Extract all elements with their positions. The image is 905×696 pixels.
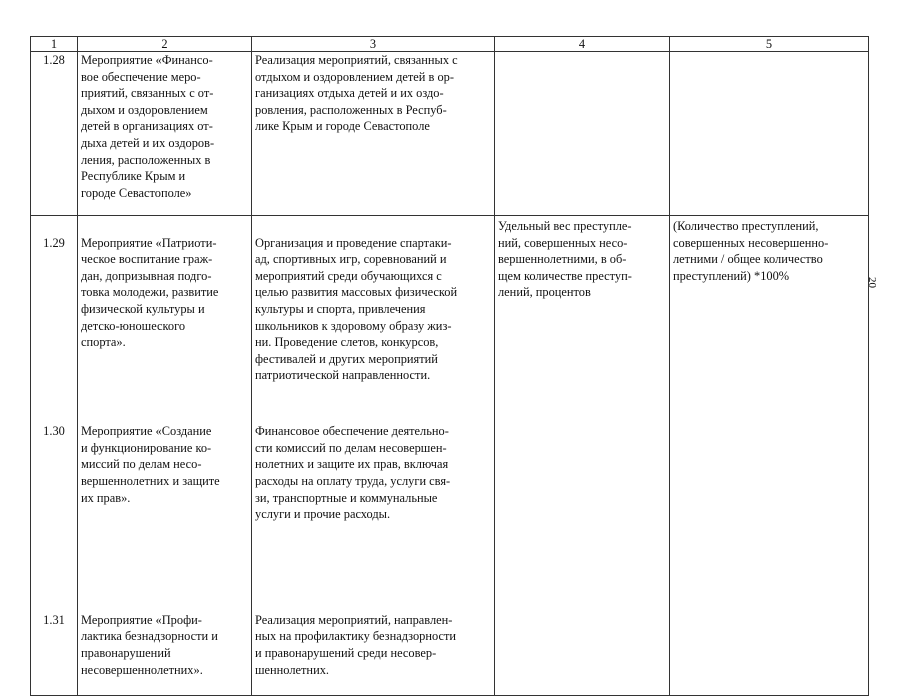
column-number-row <box>31 37 869 52</box>
event-name: Мероприятие «Патриоти- ческое воспитание граж- дан, допризывная подго- товка молодежи, развитие физической культуры и детско-юношеского спорта». <box>81 235 219 350</box>
table-row <box>31 52 869 216</box>
page-number: 20 <box>866 277 878 288</box>
row-number: 1.30 <box>43 424 65 439</box>
formula-text: (Количество преступлений, совершенных несовершенно- летними / общее количество преступлений) *100% <box>670 216 869 696</box>
row-number: 1.29 <box>43 235 65 250</box>
column-number-1: 1 <box>31 37 78 52</box>
row-number: 1.28 <box>31 52 78 216</box>
event-description: Организация и проведение спартаки- ад, спортивных игр, соревнований и мероприятий среди обучающихся с целью развития массовых физической культуры и спорта, привлечения школьников к здоровому образу жиз- ни. Проведение слетов, конкурсов, фестивалей и других мероприятий патриотической направленности. <box>255 235 458 383</box>
row-number: 1.31 <box>43 612 65 627</box>
row-number-group <box>31 216 78 696</box>
column-number-3: 3 <box>252 37 495 52</box>
column-number-4: 4 <box>495 37 670 52</box>
event-name: Мероприятие «Создание и функционирование ко- миссий по делам несо- вершеннолетних и защите их прав». <box>81 424 220 505</box>
column-number-2: 2 <box>78 37 252 52</box>
event-description-group <box>252 216 495 696</box>
event-description: Реализация мероприятий, направлен- ных на профилактику безнадзорности и правонарушений среди несовер- шеннолетних. <box>255 612 457 677</box>
formula-cell <box>670 52 869 216</box>
event-name: Мероприятие «Финансо- вое обеспечение меро- приятий, связанных с от- дыхом и оздоровлением детей в организациях от- дыха детей и их оздоров- ления, расположенных в Республике Крым и городе Севастополе» <box>78 52 252 216</box>
indicator-text: Удельный вес преступле- ний, совершенных несо- вершеннолетними, в об- щем количестве преступ- лений, процентов <box>495 216 670 696</box>
event-description: Реализация мероприятий, связанных с отдыхом и оздоровлением детей в ор- ганизациях отдыха детей и их оздо- ровления, расположенных в Респуб- лике Крым и городе Севастополе <box>252 52 495 216</box>
indicator-cell <box>495 52 670 216</box>
document-table <box>30 36 869 696</box>
event-name: Мероприятие «Профи- лактика безнадзорности и правонарушений несовершеннолетних». <box>81 612 218 677</box>
column-number-5: 5 <box>670 37 869 52</box>
event-description: Финансовое обеспечение деятельно- сти комиссий по делам несовершен- нолетних и защите их прав, включая расходы на оплату труда, услуги свя- зи, транспортные и коммунальные услуги и прочие расходы. <box>255 424 451 522</box>
event-name-group <box>78 216 252 696</box>
table-row <box>31 216 869 696</box>
